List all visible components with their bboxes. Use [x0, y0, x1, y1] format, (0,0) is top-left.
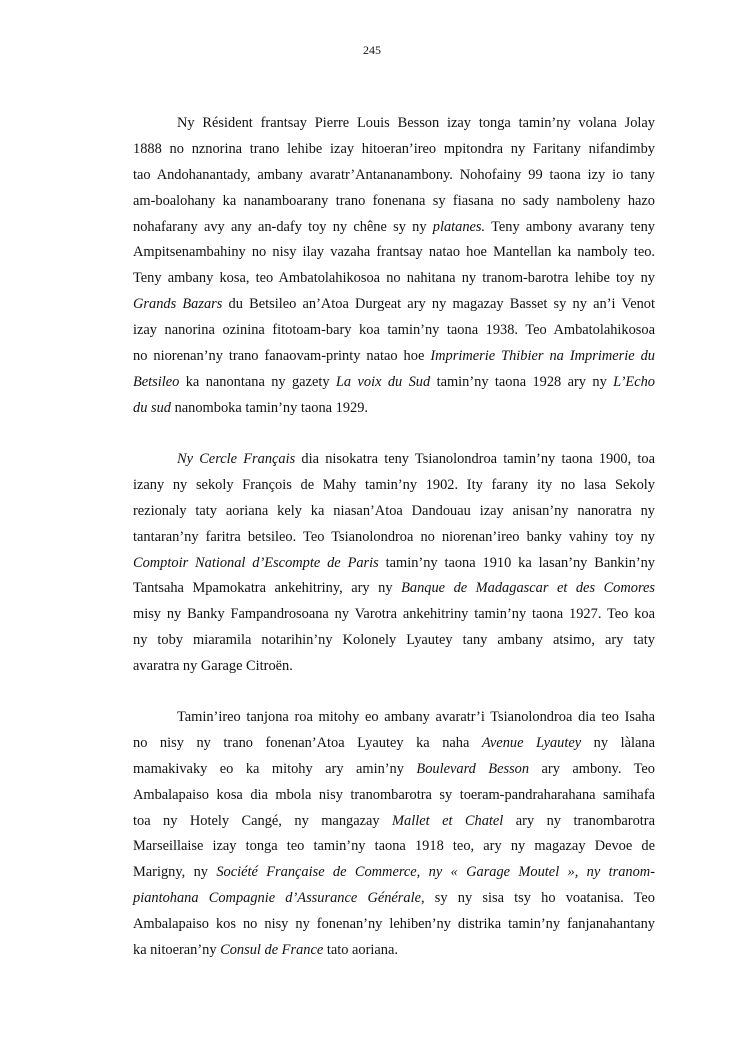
text-line: [133, 731, 655, 757]
italic-text: Ny Cercle Français: [177, 451, 296, 467]
text-segment: ka nitoeran’ny: [133, 942, 221, 959]
text-segment: Ampitsenambahiny no nisy ilay vazaha frantsay natao hoe Mantellan ka namboly teo.: [133, 244, 655, 261]
text-segment: nanomboka tamin’ny taona 1929.: [170, 399, 369, 416]
text-segment: nohafarany avy any an-dafy toy ny chêne sy ny: [133, 218, 433, 235]
text-segment: avaratra ny Garage Citroën.: [133, 658, 293, 675]
text-line: [133, 834, 655, 860]
text-line: [133, 240, 655, 266]
italic-text: Boulevard Besson: [416, 760, 530, 777]
paragraph-2: [133, 447, 655, 680]
italic-text: La voix du Sud: [335, 373, 431, 390]
text-line: [133, 189, 655, 215]
text-segment: izany ny sekoly François de Mahy tamin’ny 1902. Ity farany ity no lasa Sekoly: [133, 476, 655, 493]
text-line: [133, 809, 655, 835]
text-line: [133, 912, 655, 938]
text-line: [133, 654, 655, 680]
italic-text: L’Echo: [613, 373, 655, 390]
paragraph-1: [133, 111, 655, 422]
italic-text: Grands Bazars: [133, 296, 223, 313]
text-line: [133, 318, 655, 344]
text-line: [133, 576, 655, 602]
text-segment: no niorenan’ny trano fanaovam-printy natao hoe: [133, 348, 431, 365]
text-segment: Ambalapaiso kosa dia mbola nisy tranombarotra sy toeram-pandraharahana samihafa: [133, 786, 655, 803]
text-segment: Tamin’ireo tanjona roa mitohy eo ambany avaratr’i Tsianolondroa dia teo Isaha: [177, 709, 655, 725]
text-line: [133, 499, 655, 525]
text-segment: tamin’ny taona 1910 ka lasan’ny Bankin’ny: [378, 554, 656, 571]
text-segment: 1888 no nznorina trano lehibe izay hitoeran’ireo mpitondra ny Faritany nifandimby: [133, 140, 655, 157]
paragraph-3: [133, 705, 655, 964]
text-segment: misy ny Banky Fampandrosoana ny Varotra ankehitriny tamin’ny taona 1927. Teo koa: [133, 606, 655, 623]
text-segment: Teny ambony avarany teny: [485, 218, 655, 235]
text-segment: ny làlana: [581, 734, 655, 751]
text-segment: du Betsileo an’Atoa Durgeat ary ny magazay Basset sy ny an’i Venot: [222, 296, 655, 313]
text-segment: mamakivaky eo ka mitohy ary amin’ny: [133, 760, 417, 777]
text-segment: sy ny sisa tsy ho voatanisa. Teo: [424, 890, 655, 907]
text-segment: no nisy ny trano fonenan’Atoa Lyautey ka naha: [133, 734, 482, 751]
text-line: [133, 783, 655, 809]
text-segment: Ambalapaiso kos no nisy ny fonenan’ny lehiben’ny distrika tamin’ny fanjanahantany: [133, 916, 655, 933]
text-line: [133, 886, 655, 912]
text-segment: Tantsaha Mpamokatra ankehitriny, ary ny: [133, 580, 402, 597]
text-segment: ary ambony. Teo: [529, 760, 655, 777]
text-line: [133, 473, 655, 499]
text-line: [133, 396, 655, 422]
text-line: [133, 215, 655, 241]
text-segment: toa ny Hotely Cangé, ny mangazay: [133, 812, 393, 829]
text-segment: Ny Résident frantsay Pierre Louis Besson izay tonga tamin’ny volana Jolay: [177, 115, 655, 131]
text-segment: tao Andohanantady, ambany avaratr’Antananambony. Nohofainy 99 taona izy io tany: [133, 166, 655, 183]
text-segment: am-boalohany ka nanamboarany trano fonenana sy fiasana no sady namboleny hazo: [133, 192, 655, 209]
text-segment: tamin’ny taona 1928 ary ny: [430, 373, 614, 390]
italic-text: Avenue Lyautey: [481, 734, 582, 751]
text-line: [133, 525, 655, 551]
text-segment: izay nanorina ozinina fitotoam-bary koa tamin’ny taona 1938. Teo Ambatolahikosoa: [133, 322, 655, 339]
text-segment: ka nanontana ny gazety: [179, 373, 336, 390]
page-number: 245: [363, 43, 381, 57]
italic-text: piantohana Compagnie d’Assurance Générale,: [133, 890, 425, 907]
text-line: [133, 344, 655, 370]
italic-text: Banque de Madagascar et des Comores: [401, 580, 656, 597]
italic-text: Mallet et Chatel: [392, 812, 504, 829]
italic-text: Betsileo: [133, 373, 180, 390]
text-segment: Teny ambany kosa, teo Ambatolahikosoa no nahitana ny tranom-barotra lehibe toy ny: [133, 270, 655, 287]
italic-text: du sud: [133, 399, 171, 416]
text-line: [133, 163, 655, 189]
italic-text: platanes.: [432, 218, 486, 235]
italic-text: Imprimerie Thibier na Imprimerie du: [430, 348, 655, 365]
text-line: [133, 266, 655, 292]
text-line: [133, 602, 655, 628]
text-segment: Marigny, ny: [133, 864, 217, 881]
text-line: [133, 551, 655, 577]
text-segment: ary ny tranombarotra: [503, 812, 655, 829]
text-line: [133, 628, 655, 654]
text-line: [133, 370, 655, 396]
text-line: [133, 705, 655, 731]
text-segment: tato aoriana.: [323, 942, 398, 959]
italic-text: Consul de France: [220, 942, 324, 959]
text-line: [133, 137, 655, 163]
text-line: [133, 447, 655, 473]
text-segment: Marseillaise izay tonga teo tamin’ny taona 1918 teo, ary ny magazay Devoe de: [133, 838, 655, 855]
italic-text: Comptoir National d’Escompte de Paris: [133, 554, 379, 571]
text-line: [133, 860, 655, 886]
text-line: [133, 292, 655, 318]
text-line: [133, 938, 655, 964]
text-segment: ny toby miaramila notarihin’ny Kolonely Lyautey tany ambany atsimo, ary taty: [133, 632, 655, 649]
text-segment: dia nisokatra teny Tsianolondroa tamin’ny taona 1900, toa: [295, 451, 656, 467]
text-line: [133, 757, 655, 783]
text-segment: tantaran’ny faritra betsileo. Teo Tsianolondroa no niorenan’ireo banky vahiny toy ny: [133, 528, 655, 545]
italic-text: Société Française de Commerce, ny « Garage Moutel », ny tranom-: [216, 864, 655, 881]
text-segment: rezionaly taty aoriana kely ka niasan’Atoa Dandouau izay anisan’ny nanoratra ny: [133, 502, 655, 519]
text-line: [133, 111, 655, 137]
